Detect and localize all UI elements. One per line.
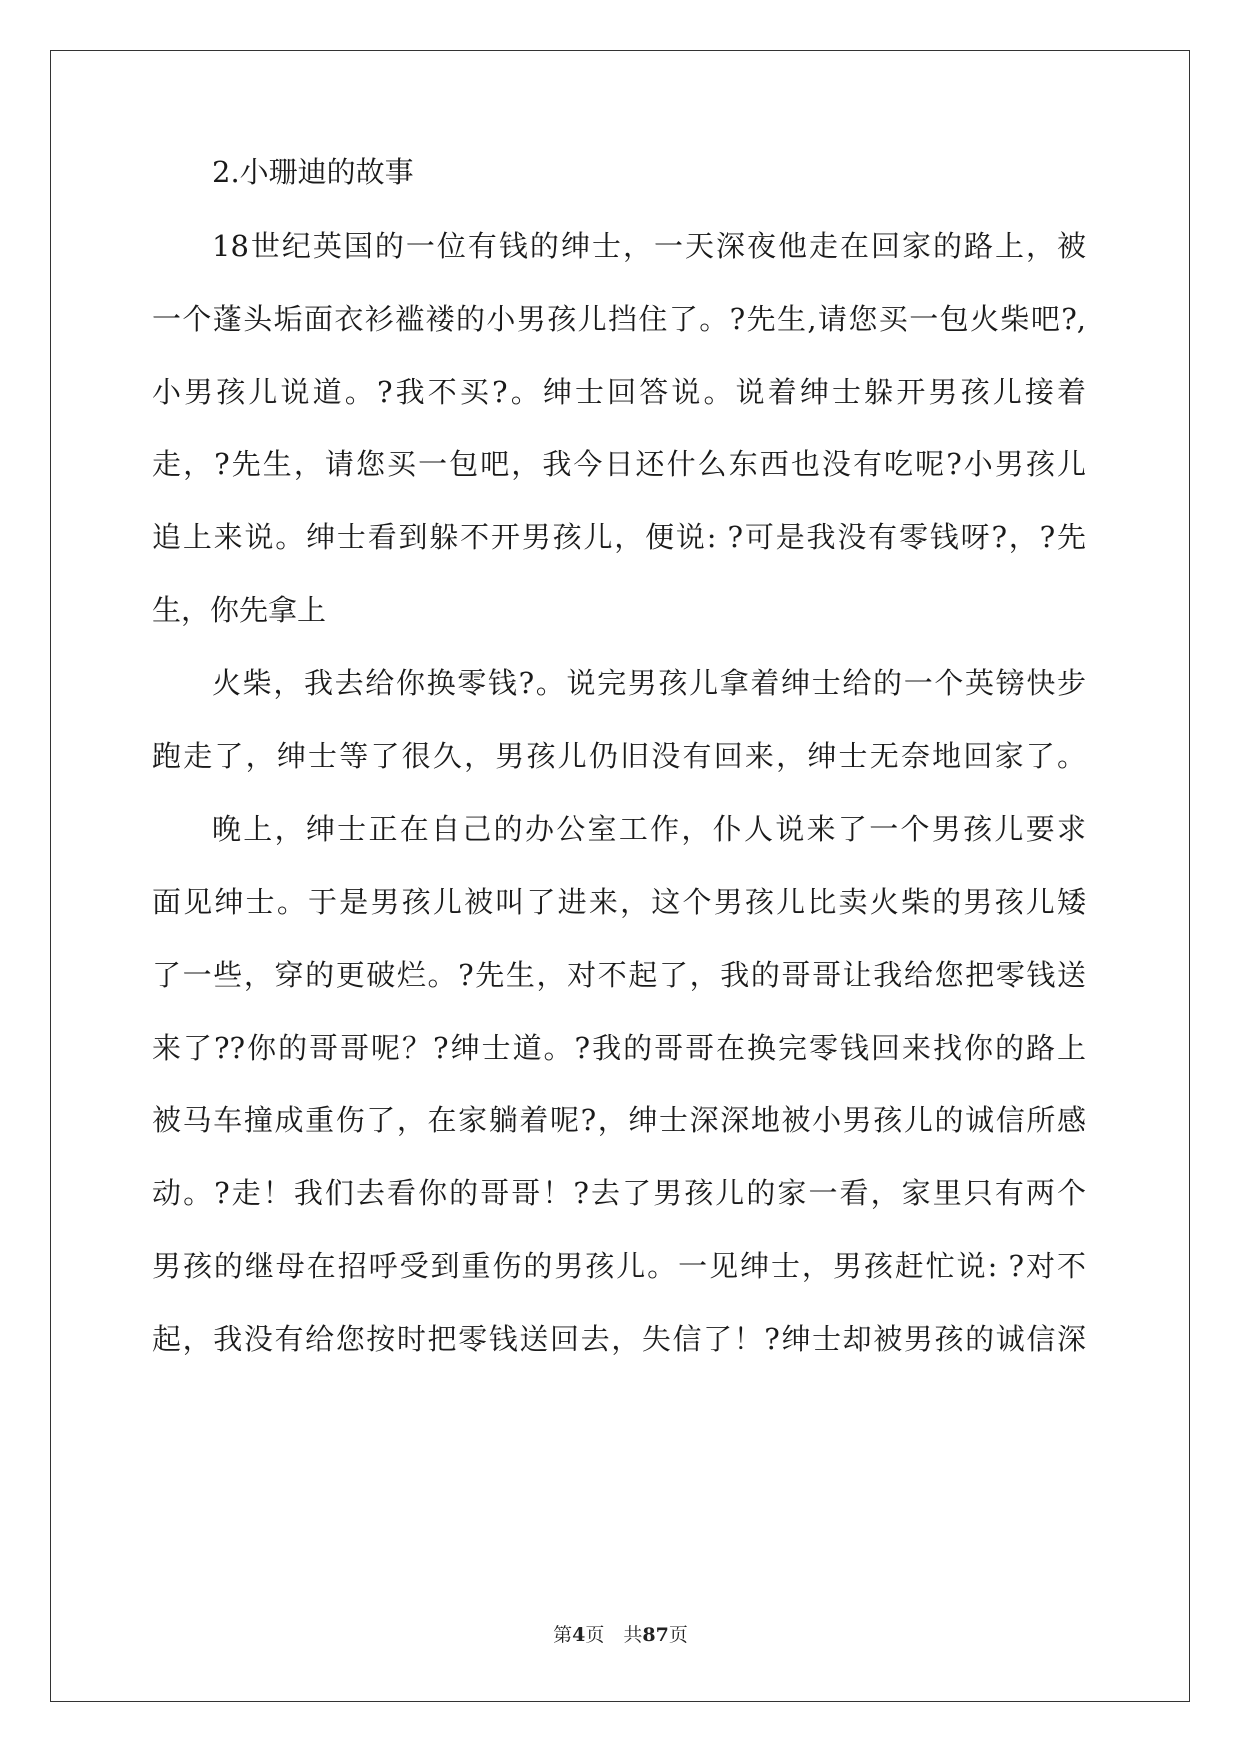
footer-mid: 页 共 <box>585 1624 643 1646</box>
text-line: 来了??你的哥哥呢？?绅士道。?我的哥哥在换完零钱回来找你的路上 <box>152 1031 1086 1065</box>
footer-page-number: 4 <box>572 1624 586 1646</box>
text-line: 火柴，我去给你换零钱?。说完男孩儿拿着绅士给的一个英镑快步 <box>212 666 1086 700</box>
text-line: 小男孩儿说道。?我不买?。绅士回答说。说着绅士躲开男孩儿接着 <box>152 375 1086 409</box>
footer-total-pages: 87 <box>642 1624 669 1646</box>
text-line: 18世纪英国的一位有钱的绅士，一天深夜他走在回家的路上，被 <box>212 229 1086 263</box>
text-line: 面见绅士。于是男孩儿被叫了进来，这个男孩儿比卖火柴的男孩儿矮 <box>152 885 1086 919</box>
text-line: 追上来说。绅士看到躲不开男孩儿，便说: ?可是我没有零钱呀?，?先 <box>152 520 1086 554</box>
page-border <box>50 50 1190 1702</box>
text-line: 走，?先生，请您买一包吧，我今日还什么东西也没有吃呢?小男孩儿 <box>152 447 1086 481</box>
page-footer <box>0 1620 1241 1647</box>
text-line: 被马车撞成重伤了，在家躺着呢?，绅士深深地被小男孩儿的诚信所感 <box>152 1103 1086 1137</box>
footer-suffix: 页 <box>668 1624 688 1646</box>
text-line: 动。?走！我们去看你的哥哥！?去了男孩儿的家一看，家里只有两个 <box>152 1176 1086 1210</box>
text-line: 生，你先拿上 <box>152 593 327 627</box>
text-line: 了一些，穿的更破烂。?先生，对不起了，我的哥哥让我给您把零钱送 <box>152 958 1086 992</box>
text-line: 一个蓬头垢面衣衫褴褛的小男孩儿挡住了。?先生,请您买一包火柴吧?, <box>152 302 1086 336</box>
section-heading: 2.小珊迪的故事 <box>212 155 414 189</box>
text-line: 晚上，绅士正在自己的办公室工作，仆人说来了一个男孩儿要求 <box>212 812 1086 846</box>
text-line: 跑走了，绅士等了很久，男孩儿仍旧没有回来，绅士无奈地回家了。 <box>152 739 1086 773</box>
text-line: 起，我没有给您按时把零钱送回去，失信了！?绅士却被男孩的诚信深 <box>152 1322 1086 1356</box>
text-line: 男孩的继母在招呼受到重伤的男孩儿。一见绅士，男孩赶忙说: ?对不 <box>152 1249 1086 1283</box>
footer-prefix: 第 <box>553 1624 573 1646</box>
